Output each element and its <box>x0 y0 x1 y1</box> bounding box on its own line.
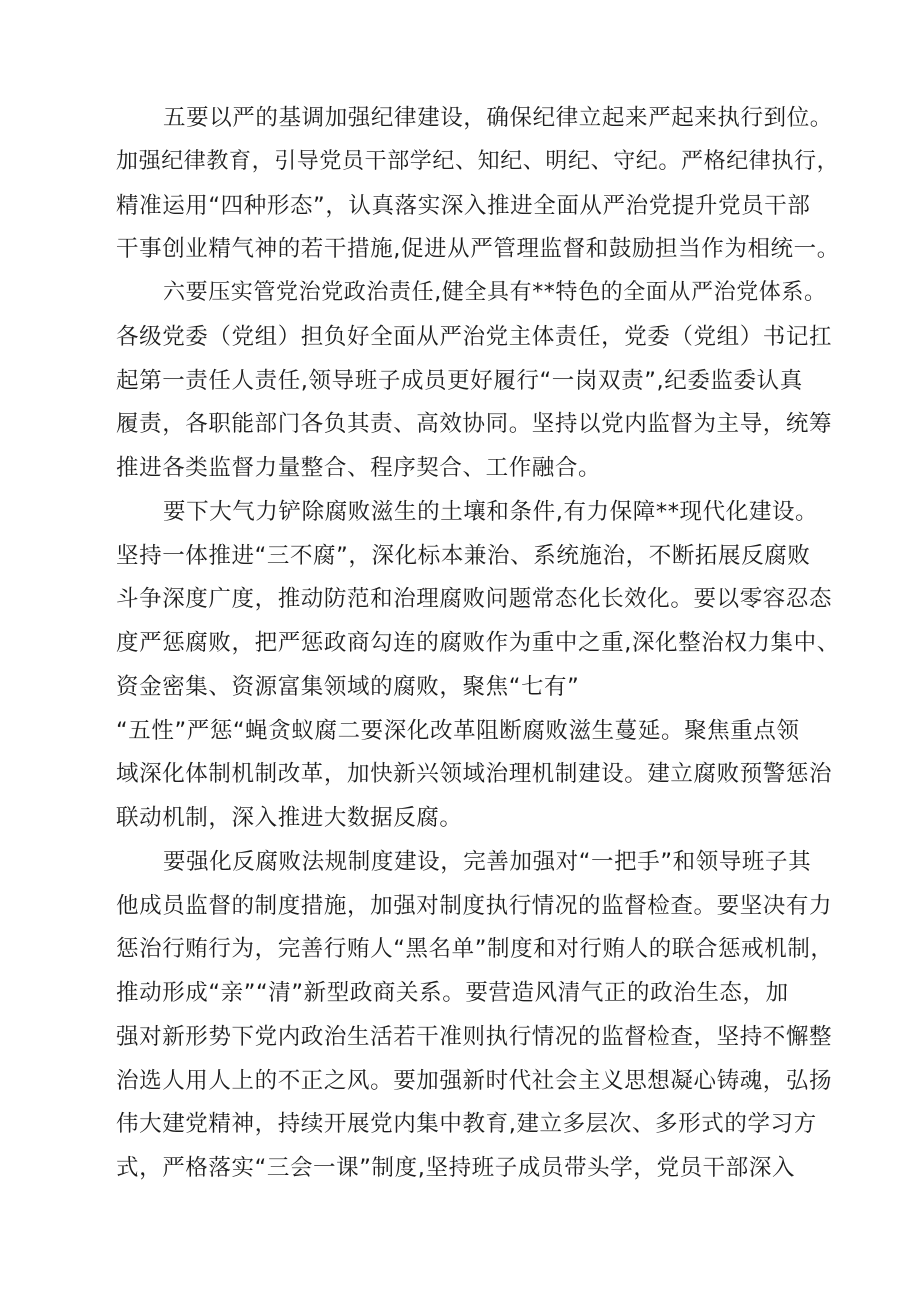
paragraph-line: 资金密集、资源富集领域的腐败，聚焦“七有” <box>116 674 580 700</box>
paragraph-line: 式，严格落实“三会一课”制度,坚持班子成员带头学，党员干部深入 <box>116 1155 796 1181</box>
paragraph-line: 六要压实管党治党政治责任,健全具有**特色的全面从严治党体系。 <box>163 280 827 305</box>
paragraph-line: 加强纪律教育，引导党员干部学纪、知纪、明纪、守纪。严格纪律执行， <box>116 149 840 174</box>
paragraph-line: 治选人用人上的不正之风。要加强新时代社会主义思想凝心铸魂，弘扬 <box>116 1068 833 1094</box>
paragraph-line: 履责，各职能部门各负其责、高效协同。坚持以党内监督为主导，统筹 <box>116 411 833 437</box>
paragraph-line: 他成员监督的制度措施，加强对制度执行情况的监督检查。要坚决有力 <box>116 893 833 919</box>
paragraph-line: 五要以严的基调加强纪律建设，确保纪律立起来严起来执行到位。 <box>163 105 833 131</box>
paragraph-line: 干事创业精气神的若干措施,促进从严管理监督和鼓励担当作为相统一。 <box>116 236 840 262</box>
paragraph-line: 精准运用“四种形态”，认真落实深入推进全面从严治党提升党员干部 <box>116 193 811 219</box>
paragraph-line: 域深化体制机制改革，加快新兴领域治理机制建设。建立腐败预警惩治 <box>116 761 833 787</box>
paragraph-line: 各级党委（党组）担负好全面从严治党主体责任，党委（党组）书记扛 <box>116 324 833 350</box>
paragraph-line: 起第一责任人责任,领导班子成员更好履行“一岗双责”,纪委监委认真 <box>116 368 803 394</box>
paragraph-line: 联动机制，深入推进大数据反腐。 <box>116 805 463 831</box>
paragraph-line: 要强化反腐败法规制度建设，完善加强对“一把手”和领导班子其 <box>163 849 812 875</box>
paragraph-line: 度严惩腐败，把严惩政商勾连的腐败作为重中之重,深化整治权力集中、 <box>116 630 840 656</box>
paragraph-line: 推动形成“亲”“清”新型政商关系。要营造风清气正的政治生态，加 <box>116 980 789 1006</box>
paragraph-line: 强对新形势下党内政治生活若干准则执行情况的监督检查，坚持不懈整 <box>116 1024 833 1050</box>
paragraph-line: 要下大气力铲除腐败滋生的土壤和条件,有力保障**现代化建设。 <box>163 499 819 525</box>
paragraph-line: “五性”严惩“蝇贪蚁腐二要深化改革阻断腐败滋生蔓延。聚焦重点领 <box>116 718 800 744</box>
paragraph-line: 伟大建党精神，持续开展党内集中教育,建立多层次、多形式的学习方 <box>116 1111 817 1137</box>
paragraph-line: 坚持一体推进“三不腐”，深化标本兼治、系统施治，不断拓展反腐败 <box>116 543 811 569</box>
paragraph-line: 推进各类监督力量整合、程序契合、工作融合。 <box>116 455 602 481</box>
paragraph-line: 斗争深度广度，推动防范和治理腐败问题常态化长效化。要以零容忍态 <box>116 586 833 612</box>
paragraph-line: 惩治行贿行为，完善行贿人“黑名单”制度和对行贿人的联合惩戒机制， <box>116 936 834 962</box>
